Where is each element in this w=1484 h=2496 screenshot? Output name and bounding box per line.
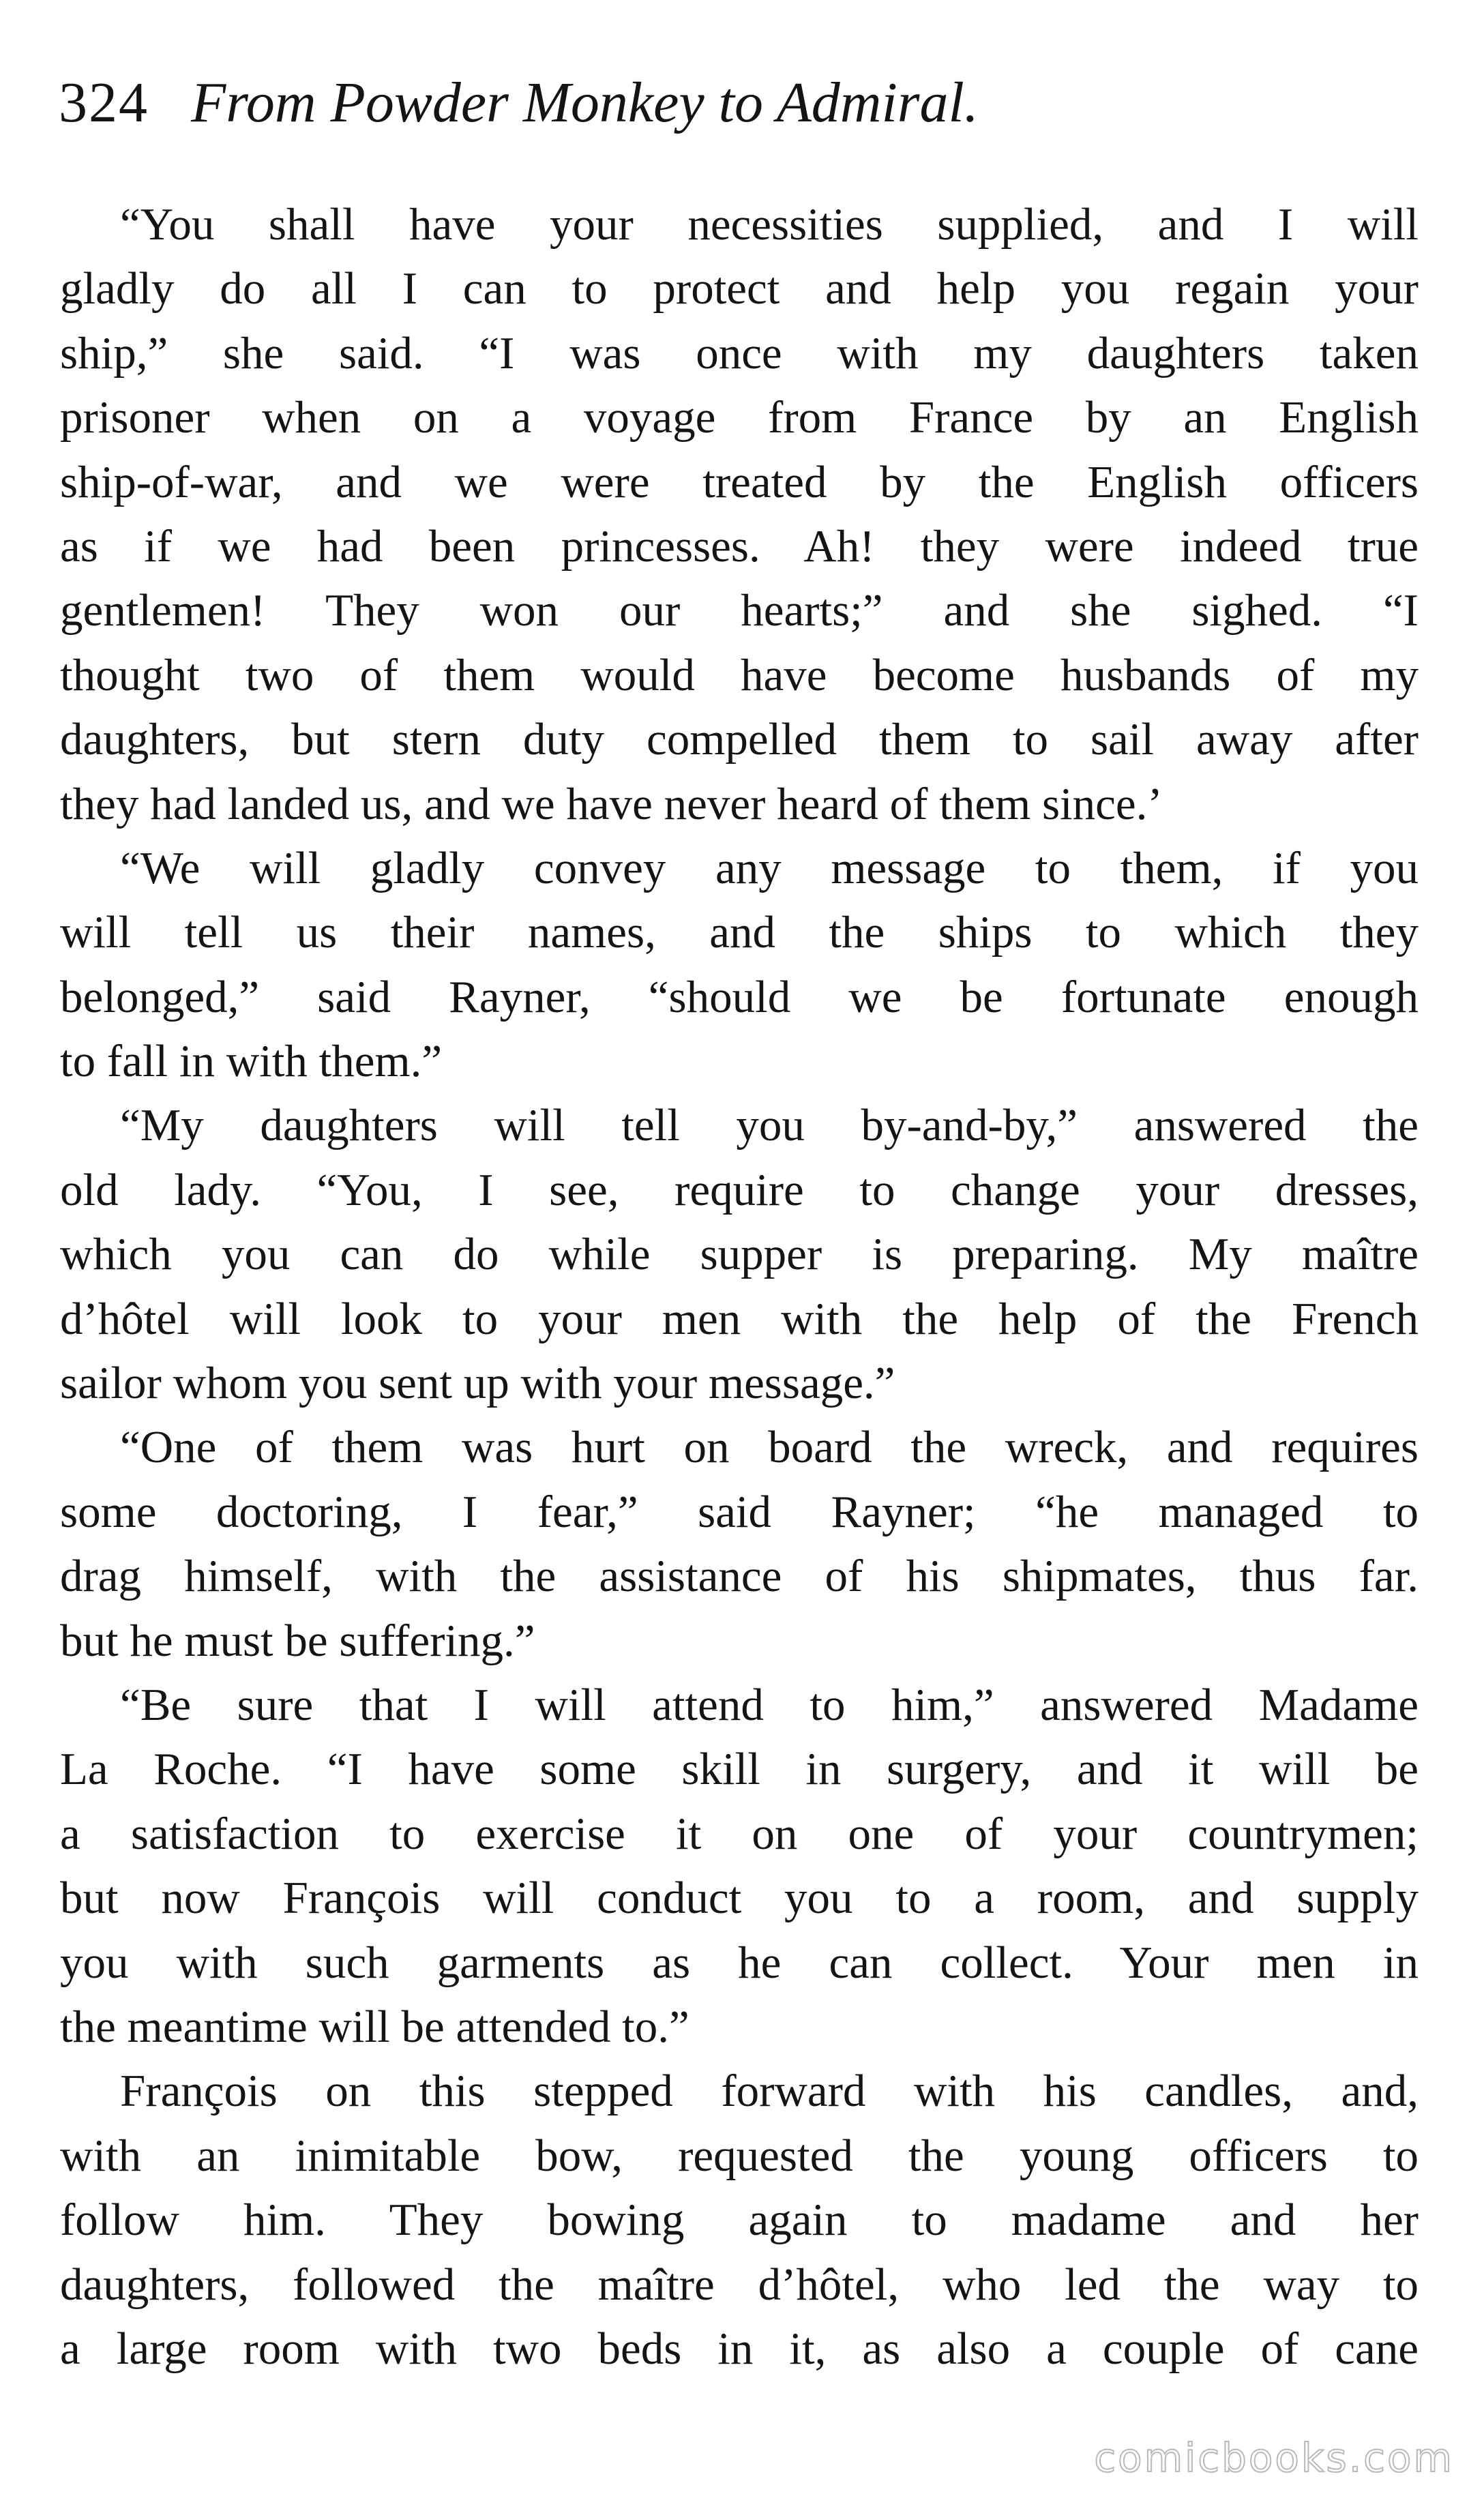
body-text (60, 192, 1419, 2374)
text-line: La Roche. “I have some skill in surgery, and it will be (60, 1744, 1419, 1795)
text-line: old lady. “You, I see, require to change your dresses, (60, 1164, 1419, 1215)
text-line: ship-of-war, and we were treated by the English officers (60, 456, 1419, 507)
running-head (59, 65, 1436, 140)
text-line: daughters, followed the maître d’hôtel, who led the way to (60, 2259, 1419, 2310)
text-line: “One of them was hurt on board the wreck, and requires (120, 1422, 1419, 1473)
text-line: a satisfaction to exercise it on one of your countrymen; (60, 1808, 1419, 1859)
text-line: d’hôtel will look to your men with the help of the French (60, 1293, 1419, 1344)
text-line: with an inimitable bow, requested the young officers to (60, 2130, 1419, 2181)
watermark: comicbooks.com (1094, 2435, 1454, 2481)
text-line: they had landed us, and we have never heard of them since.’ (60, 778, 1163, 829)
text-line: but now François will conduct you to a room, and supply (60, 1873, 1419, 1924)
text-line: follow him. They bowing again to madame and her (60, 2195, 1419, 2246)
text-line: “We will gladly convey any message to them, if you (120, 842, 1419, 893)
text-line: daughters, but stern duty compelled them to sail away after (60, 714, 1419, 765)
text-line: gentlemen! They won our hearts;” and she sighed. “I (60, 585, 1419, 636)
text-line: a large room with two beds in it, as also a couple of cane (60, 2323, 1419, 2374)
text-line: you with such garments as he can collect. Your men in (60, 1937, 1419, 1988)
text-line: some doctoring, I fear,” said Rayner; “he managed to (60, 1486, 1419, 1537)
text-line: which you can do while supper is preparing. My maître (60, 1229, 1419, 1280)
text-line: to fall in with them.” (60, 1036, 443, 1087)
text-line: but he must be suffering.” (60, 1615, 535, 1666)
page-number: 324 (59, 71, 149, 134)
text-line: the meantime will be attended to.” (60, 2001, 689, 2052)
text-line: François on this stepped forward with his candles, and, (120, 2066, 1419, 2117)
text-line: belonged,” said Rayner, “should we be fortunate enough (60, 971, 1419, 1022)
text-line: sailor whom you sent up with your message.” (60, 1358, 895, 1409)
text-line: “Be sure that I will attend to him,” answered Madame (120, 1679, 1419, 1730)
text-line: ship,” she said. “I was once with my daughters taken (60, 327, 1419, 378)
text-line: gladly do all I can to protect and help you regain your (60, 263, 1419, 314)
text-line: “My daughters will tell you by-and-by,” answered the (120, 1100, 1419, 1151)
text-line: “You shall have your necessities supplied, and I will (120, 199, 1419, 250)
text-line: drag himself, with the assistance of his shipmates, thus far. (60, 1551, 1419, 1602)
book-title: From Powder Monkey to Admiral. (191, 71, 979, 134)
text-line: prisoner when on a voyage from France by an English (60, 392, 1419, 443)
text-line: as if we had been princesses. Ah! they were indeed true (60, 520, 1419, 571)
text-line: thought two of them would have become husbands of my (60, 649, 1419, 700)
text-line: will tell us their names, and the ships to which they (60, 907, 1419, 958)
